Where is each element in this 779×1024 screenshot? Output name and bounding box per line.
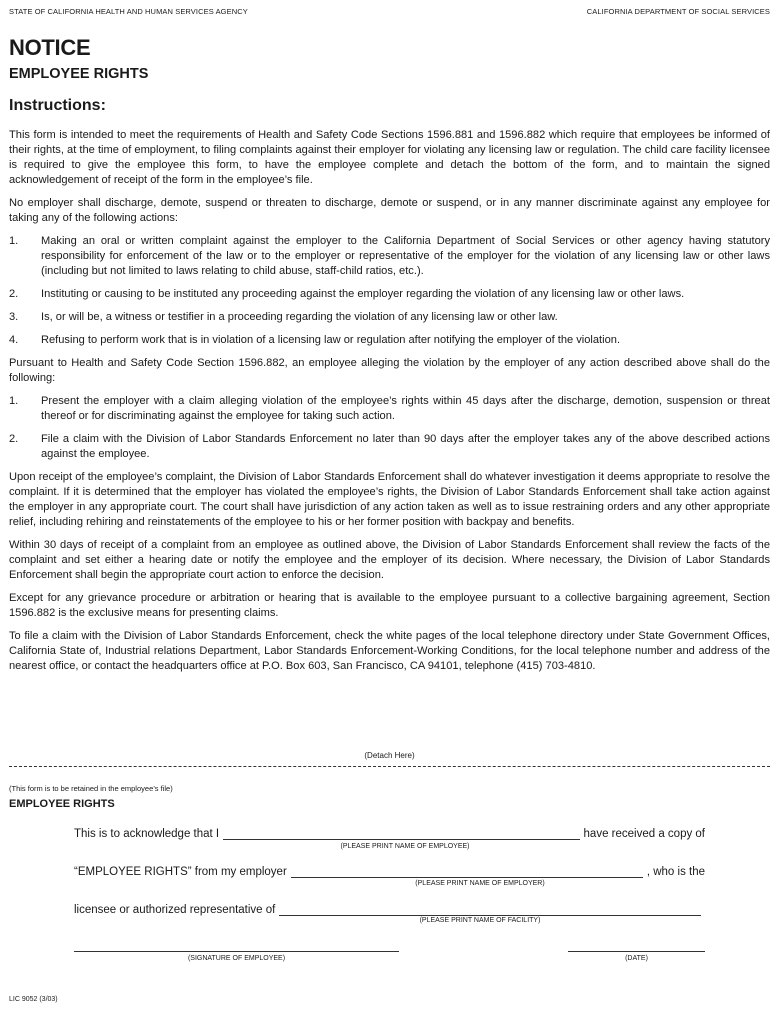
ack-line3-prefix: licensee or authorized representative of xyxy=(74,904,276,916)
instructions-body xyxy=(9,128,770,682)
paragraph-pursuant: Pursuant to Health and Safety Code Section 1596.882, an employee alleging the violation by the employer of any action described above shall do the following: xyxy=(9,357,770,384)
employer-name-label: (PLEASE PRINT NAME OF EMPLOYER) xyxy=(415,880,545,887)
retained-note: (This form is to be retained in the employee’s file) xyxy=(9,784,173,793)
remedy-item-number: 2. xyxy=(9,433,19,445)
action-item xyxy=(9,310,770,325)
action-item-number: 3. xyxy=(9,311,19,323)
ack-row-employer xyxy=(74,865,705,878)
ack-line1-prefix: This is to acknowledge that I xyxy=(74,828,220,840)
paragraph-purpose: This form is intended to meet the requirements of Health and Safety Code Sections 1596.881 and 1596.882 which require that employees be informed of their rights, at the time of employment, to filing complaints against their employer for violating any licensing law or regulation. The child care facility licensee is required to give the employee this form, to have the employee complete and detach the bottom of the form, and to maintain the signed acknowledgement of receipt of the form in the employee’s file. xyxy=(9,129,770,186)
facility-name-field[interactable] xyxy=(279,903,701,916)
paragraph-30-days: Within 30 days of receipt of a complaint from an employee as outlined above, the Division of Labor Standards Enforcement shall review the facts of the complaint and set either a hearing date or notify the employee and the employer of its decision. Where necessary, the Division of Labor Standards Enforcement shall begin the appropriate court action to enforce the decision. xyxy=(9,539,770,581)
action-item-text: Refusing to perform work that is in violation of a licensing law or regulation after notifying the employer of the violation. xyxy=(41,334,621,346)
action-item-text: Making an oral or written complaint against the employer to the California Department of Social Services or other agency having statutory responsibility for enforcement of the law or to the employer or representative of the employer for the violation of any licensing law or other laws (including but not limited to laws relating to child abuse, staff-child ratios, etc.). xyxy=(41,235,770,277)
action-item xyxy=(9,287,770,302)
ack-line2-prefix: “EMPLOYEE RIGHTS” from my employer xyxy=(74,866,287,878)
date-field[interactable] xyxy=(568,951,705,952)
action-item-number: 4. xyxy=(9,334,19,346)
employee-name-field[interactable] xyxy=(223,827,579,840)
action-item-number: 2. xyxy=(9,288,19,300)
facility-name-label: (PLEASE PRINT NAME OF FACILITY) xyxy=(419,917,541,924)
agency-header-right: CALIFORNIA DEPARTMENT OF SOCIAL SERVICES xyxy=(586,7,770,16)
paragraph-exclusive-means: Except for any grievance procedure or arbitration or hearing that is available to the employee pursuant to a collective bargaining agreement, Section 1596.882 is the exclusive means for presenting claims. xyxy=(9,592,770,619)
paragraph-file-claim: To file a claim with the Division of Labor Standards Enforcement, check the white pages of the local telephone directory under State Government Offices, California State of, Industrial relations Department, Labor Standards Enforcement-Working Conditions, for the local telephone number and address of the nearest office, or contact the headquarters office at P.O. Box 603, San Francisco, CA 94101, telephone (415) 703-4810. xyxy=(9,630,770,672)
detach-divider xyxy=(9,766,770,767)
employer-name-field[interactable] xyxy=(291,865,643,878)
action-item-text: Instituting or causing to be instituted any proceeding against the employer regarding the violation of any licensing law or other laws. xyxy=(41,288,685,300)
action-item-number: 1. xyxy=(9,235,19,247)
ack-row-facility xyxy=(74,903,705,916)
form-number: LIC 9052 (3/03) xyxy=(9,996,58,1003)
action-item xyxy=(9,234,770,279)
date-label: (DATE) xyxy=(625,955,648,962)
action-item xyxy=(9,333,770,348)
detach-label: (Detach Here) xyxy=(364,751,415,760)
paragraph-complaint-receipt: Upon receipt of the employee’s complaint, the Division of Labor Standards Enforcement shall do whatever investigation it deems appropriate to resolve the complaint. If it is determined that the employer has violated the employee’s rights, the Division of Labor Standards Enforcement shall take action against the employer in any appropriate court. The court shall have jurisdiction of any action taken as well as to issue restraining orders and any other appropriate relief, including rehiring and reinstatements of the employee to his or her former position with backpay and benefits. xyxy=(9,471,770,528)
employee-name-label: (PLEASE PRINT NAME OF EMPLOYEE) xyxy=(340,843,470,850)
signature-label: (SIGNATURE OF EMPLOYEE) xyxy=(187,955,286,962)
signature-field[interactable] xyxy=(74,951,399,952)
remedy-item-number: 1. xyxy=(9,395,19,407)
tearoff-heading: EMPLOYEE RIGHTS xyxy=(9,798,115,810)
remedy-item xyxy=(9,394,770,424)
remedy-item-text: Present the employer with a claim alleging violation of the employee’s rights within 45 days after the discharge, demotion, suspension or threat thereof or for discriminating against the employee for taking such action. xyxy=(41,395,770,422)
document-title: NOTICE xyxy=(9,35,91,60)
instructions-heading: Instructions: xyxy=(9,97,106,114)
ack-line1-suffix: have received a copy of xyxy=(583,828,705,840)
remedy-item xyxy=(9,432,770,462)
ack-row-employee xyxy=(74,827,705,840)
agency-header-left: STATE OF CALIFORNIA HEALTH AND HUMAN SERVICES AGENCY xyxy=(9,7,248,16)
document-subtitle: EMPLOYEE RIGHTS xyxy=(9,66,149,82)
remedy-item-text: File a claim with the Division of Labor Standards Enforcement no later than 90 days after the employer takes any of the above described actions against the employee. xyxy=(41,433,770,460)
paragraph-no-discrimination: No employer shall discharge, demote, suspend or threaten to discharge, demote or suspend, or in any manner discriminate against any employee for taking any of the following actions: xyxy=(9,197,770,224)
action-item-text: Is, or will be, a witness or testifier in a proceeding regarding the violation of any licensing law or other law. xyxy=(41,311,558,323)
ack-line2-suffix: , who is the xyxy=(646,866,705,878)
